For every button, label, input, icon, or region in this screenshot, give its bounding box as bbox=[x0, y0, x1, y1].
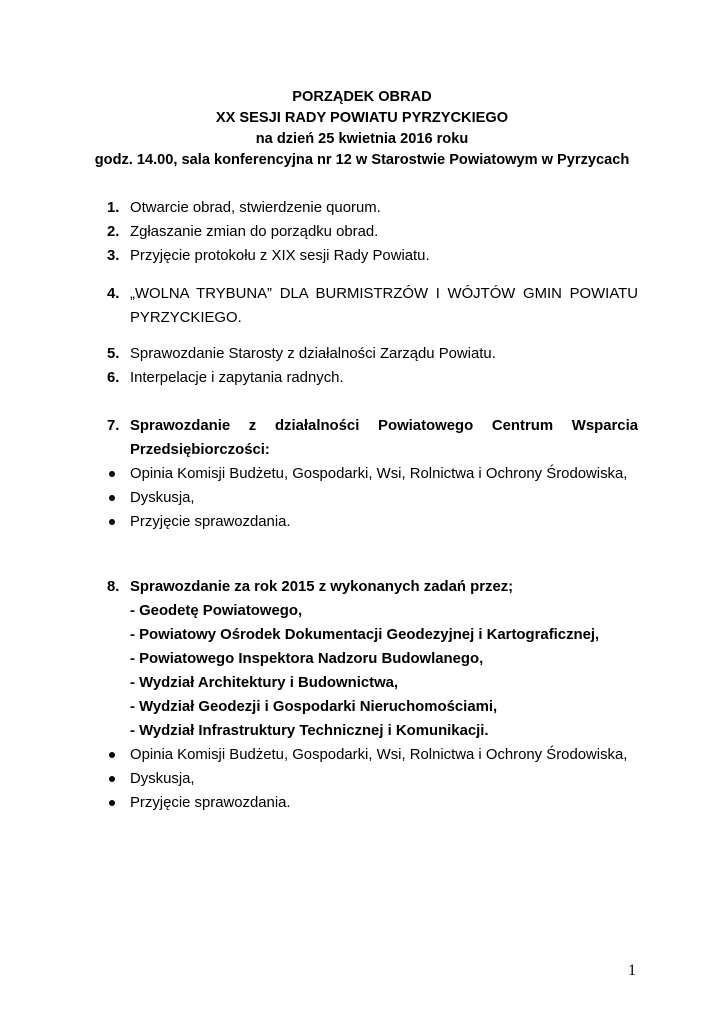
item-number: 4. bbox=[107, 286, 120, 302]
item-number: 3. bbox=[107, 248, 120, 264]
header-session: XX SESJI RADY POWIATU PYRZYCKIEGO bbox=[215, 110, 509, 126]
header-title: PORZĄDEK OBRAD bbox=[292, 89, 432, 105]
sub-item: - Powiatowego Inspektora Nadzoru Budowlanego, bbox=[130, 651, 484, 667]
bullet-item bbox=[107, 510, 638, 534]
item-8-subitems bbox=[130, 599, 638, 743]
item-text: „WOLNA TRYBUNA” DLA BURMISTRZÓW I WÓJTÓW GMIN POWIATU PYRZYCKIEGO. bbox=[130, 286, 638, 326]
bullet-icon bbox=[109, 752, 115, 758]
item-number: 1. bbox=[107, 200, 120, 216]
item-number: 6. bbox=[107, 370, 120, 386]
agenda-item-8 bbox=[107, 575, 638, 815]
bullet-text: Dyskusja, bbox=[130, 771, 195, 787]
bullet-item bbox=[107, 743, 638, 767]
item-number: 7. bbox=[107, 418, 120, 434]
item-text: Sprawozdanie z działalności Powiatowego Centrum Wsparcia Przedsiębiorczości: bbox=[130, 418, 638, 458]
sub-item: - Wydział Geodezji i Gospodarki Nieruchomościami, bbox=[130, 699, 498, 715]
sub-item: - Geodetę Powiatowego, bbox=[130, 603, 303, 619]
agenda-item-6 bbox=[107, 366, 638, 390]
agenda-item-4 bbox=[107, 282, 638, 330]
bullet-text: Opinia Komisji Budżetu, Gospodarki, Wsi, Rolnictwa i Ochrony Środowiska, bbox=[130, 747, 628, 763]
bullet-text: Przyjęcie sprawozdania. bbox=[130, 514, 291, 530]
item-7-bullet-list bbox=[107, 462, 638, 534]
bullet-text: Dyskusja, bbox=[130, 490, 195, 506]
bullet-icon bbox=[109, 519, 115, 525]
item-text: Interpelacje i zapytania radnych. bbox=[130, 370, 344, 386]
bullet-icon bbox=[109, 776, 115, 782]
header-date: na dzień 25 kwietnia 2016 roku bbox=[255, 131, 469, 147]
bullet-icon bbox=[109, 800, 115, 806]
item-number: 2. bbox=[107, 224, 120, 240]
sub-item: - Powiatowy Ośrodek Dokumentacji Geodezyjnej i Kartograficznej, bbox=[130, 627, 600, 643]
item-text: Sprawozdanie Starosty z działalności Zarządu Powiatu. bbox=[130, 346, 496, 362]
bullet-item bbox=[107, 486, 638, 510]
agenda-item-7 bbox=[107, 414, 638, 534]
agenda-item-1 bbox=[107, 196, 638, 220]
item-8-bullet-list bbox=[107, 743, 638, 815]
header-place: godz. 14.00, sala konferencyjna nr 12 w Starostwie Powiatowym w Pyrzycach bbox=[94, 152, 630, 168]
item-text: Sprawozdanie za rok 2015 z wykonanych zadań przez; bbox=[130, 579, 514, 595]
item-number: 8. bbox=[107, 579, 120, 595]
item-text: Otwarcie obrad, stwierdzenie quorum. bbox=[130, 200, 381, 216]
sub-item: - Wydział Infrastruktury Technicznej i Komunikacji. bbox=[130, 723, 489, 739]
sub-item: - Wydział Architektury i Budownictwa, bbox=[130, 675, 399, 691]
bullet-text: Opinia Komisji Budżetu, Gospodarki, Wsi, Rolnictwa i Ochrony Środowiska, bbox=[130, 466, 628, 482]
agenda-item-5 bbox=[107, 342, 638, 366]
bullet-item bbox=[107, 767, 638, 791]
page-number: 1 bbox=[628, 962, 636, 979]
agenda-item-2 bbox=[107, 220, 638, 244]
bullet-icon bbox=[109, 495, 115, 501]
bullet-icon bbox=[109, 471, 115, 477]
item-text: Zgłaszanie zmian do porządku obrad. bbox=[130, 224, 379, 240]
item-text: Przyjęcie protokołu z XIX sesji Rady Powiatu. bbox=[130, 248, 430, 264]
item-number: 5. bbox=[107, 346, 120, 362]
bullet-item bbox=[107, 791, 638, 815]
agenda-item-3 bbox=[107, 244, 638, 268]
bullet-item bbox=[107, 462, 638, 486]
document-header bbox=[0, 87, 724, 171]
bullet-text: Przyjęcie sprawozdania. bbox=[130, 795, 291, 811]
